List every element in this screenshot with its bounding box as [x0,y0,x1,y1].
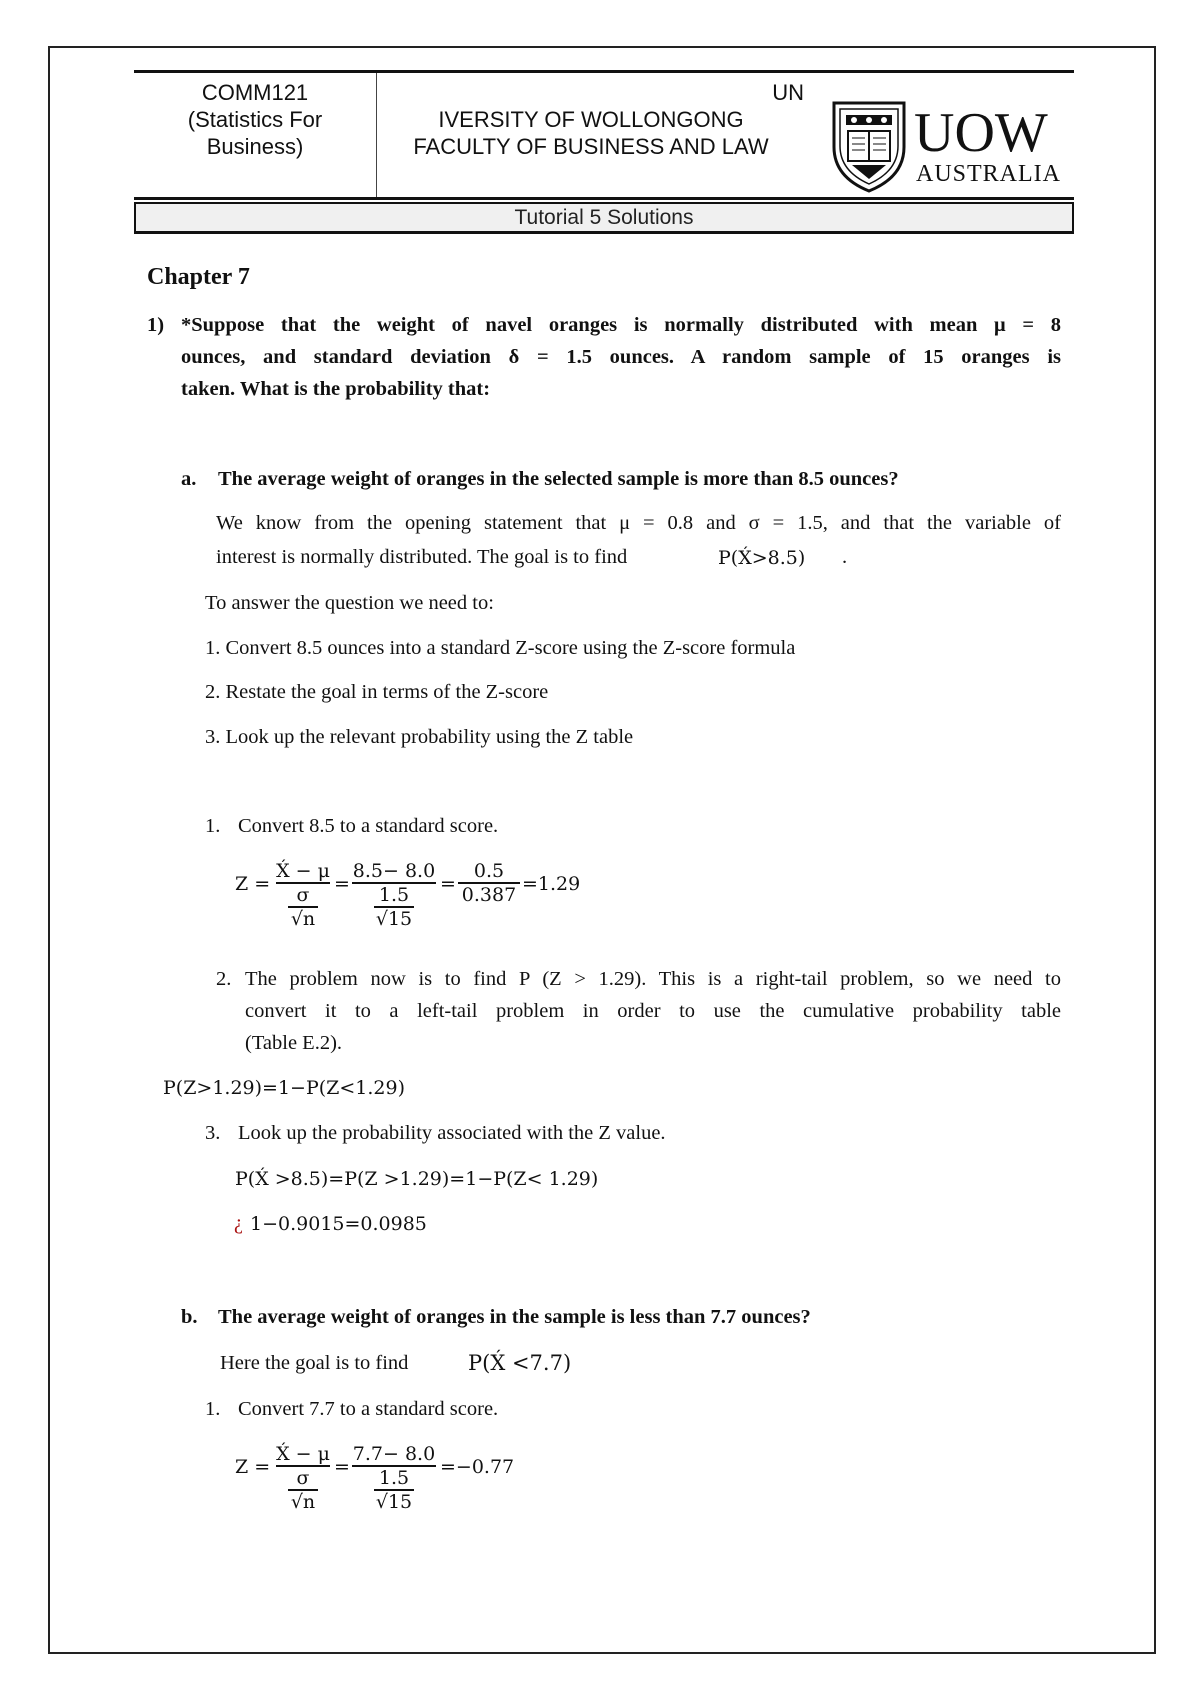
university-info [378,79,804,160]
equation-symbol: ¿ [234,1212,243,1234]
svg-text:AUSTRALIA: AUSTRALIA [916,161,1061,187]
part-b-label: b. [181,1306,198,1328]
z-label: Z = [235,873,271,895]
university-name-fragment: UN [772,80,804,105]
step-text: Convert 8.5 to a standard score. [238,815,499,837]
equation: 1−0.9015=0.0985 [250,1213,427,1235]
steps-intro: To answer the question we need to: [205,592,494,614]
fraction [276,860,330,930]
tutorial-title-bar [134,202,1074,234]
step-text: Convert 7.7 to a standard score. [238,1398,499,1420]
z-result: =1.29 [522,873,581,895]
fraction-sub-denominator: √n [288,1489,318,1513]
fraction-numerator: 8.5− 8.0 [352,860,436,882]
step-text: The problem now is to find P (Z > 1.29). This is a right-tail problem, so we need to [245,968,1061,990]
fraction [352,1443,436,1513]
equals-sign: = [334,1456,350,1478]
question-line: *Suppose that the weight of navel oranges is normally distributed with mean μ = 8 [181,314,1061,336]
faculty-name: FACULTY OF BUSINESS AND LAW [413,134,769,159]
fraction-denominator: 0.387 [458,882,520,906]
step-label: 3. [205,1122,221,1144]
goal-expression: P(X́ <7.7) [468,1351,572,1375]
question-line: taken. What is the probability that: [181,378,491,400]
fraction-denominator: 1.5 [352,882,436,906]
header-divider [376,73,377,197]
equation: P(Z>1.29)=1−P(Z<1.29) [163,1077,405,1099]
known-line: We know from the opening statement that μ = 0.8 and σ = 1.5, and that the variable of [216,512,1061,534]
equals-sign: = [440,873,456,895]
course-name-line1: (Statistics For [187,107,323,132]
z-result: =−0.77 [440,1456,515,1478]
step-text: Look up the probability associated with the Z value. [238,1122,666,1144]
fraction-sub-denominator: √15 [375,1491,413,1513]
fraction-numerator: 0.5 [473,860,505,882]
fraction-denominator: 1.5 [352,1465,436,1489]
goal-period: . [842,546,848,568]
tutorial-title: Tutorial 5 Solutions [514,206,694,229]
goal-text: Here the goal is to find [220,1352,409,1374]
fraction-denominator: σ [276,882,330,906]
z-label: Z = [235,1456,271,1478]
fraction [458,860,520,906]
step-text: convert it to a left-tail problem in order to use the cumulative probability table [245,1000,1061,1022]
question-number: 1) [147,314,165,336]
fraction-numerator: X́ − μ [276,1443,330,1465]
svg-text:UOW: UOW [914,102,1048,164]
step-list-item: 1. Convert 8.5 ounces into a standard Z-score using the Z-score formula [205,637,796,659]
fraction-numerator: 7.7− 8.0 [352,1443,436,1465]
step-text: (Table E.2). [245,1032,343,1054]
goal-expression: P(X́>8.5) [718,547,806,569]
fraction-denominator: σ [276,1465,330,1489]
equals-sign: = [334,873,350,895]
step-label: 2. [216,968,232,990]
part-b-question: The average weight of oranges in the sample is less than 7.7 ounces? [218,1306,811,1328]
question-line: ounces, and standard deviation δ = 1.5 ounces. A random sample of 15 oranges is [181,346,1061,368]
fraction [352,860,436,930]
document-header [134,70,1074,200]
course-name-line2: Business) [206,134,304,159]
university-name: IVERSITY OF WOLLONGONG [438,107,744,132]
fraction [276,1443,330,1513]
course-info [134,79,376,160]
step-list-item: 3. Look up the relevant probability using the Z table [205,726,634,748]
step-label: 1. [205,815,221,837]
part-a-question: The average weight of oranges in the selected sample is more than 8.5 ounces? [218,468,899,490]
known-line: interest is normally distributed. The goal is to find [216,546,628,568]
fraction-sub-denominator: √15 [375,908,413,930]
equation: P(X́ >8.5)=P(Z >1.29)=1−P(Z< 1.29) [235,1168,599,1190]
fraction-sub-denominator: √n [288,906,318,930]
fraction-numerator: X́ − μ [276,860,330,882]
course-code: COMM121 [201,80,309,105]
step-list-item: 2. Restate the goal in terms of the Z-score [205,681,549,703]
part-a-label: a. [181,468,197,490]
step-label: 1. [205,1398,221,1420]
uow-logo [832,95,1072,193]
chapter-heading: Chapter 7 [147,264,250,290]
